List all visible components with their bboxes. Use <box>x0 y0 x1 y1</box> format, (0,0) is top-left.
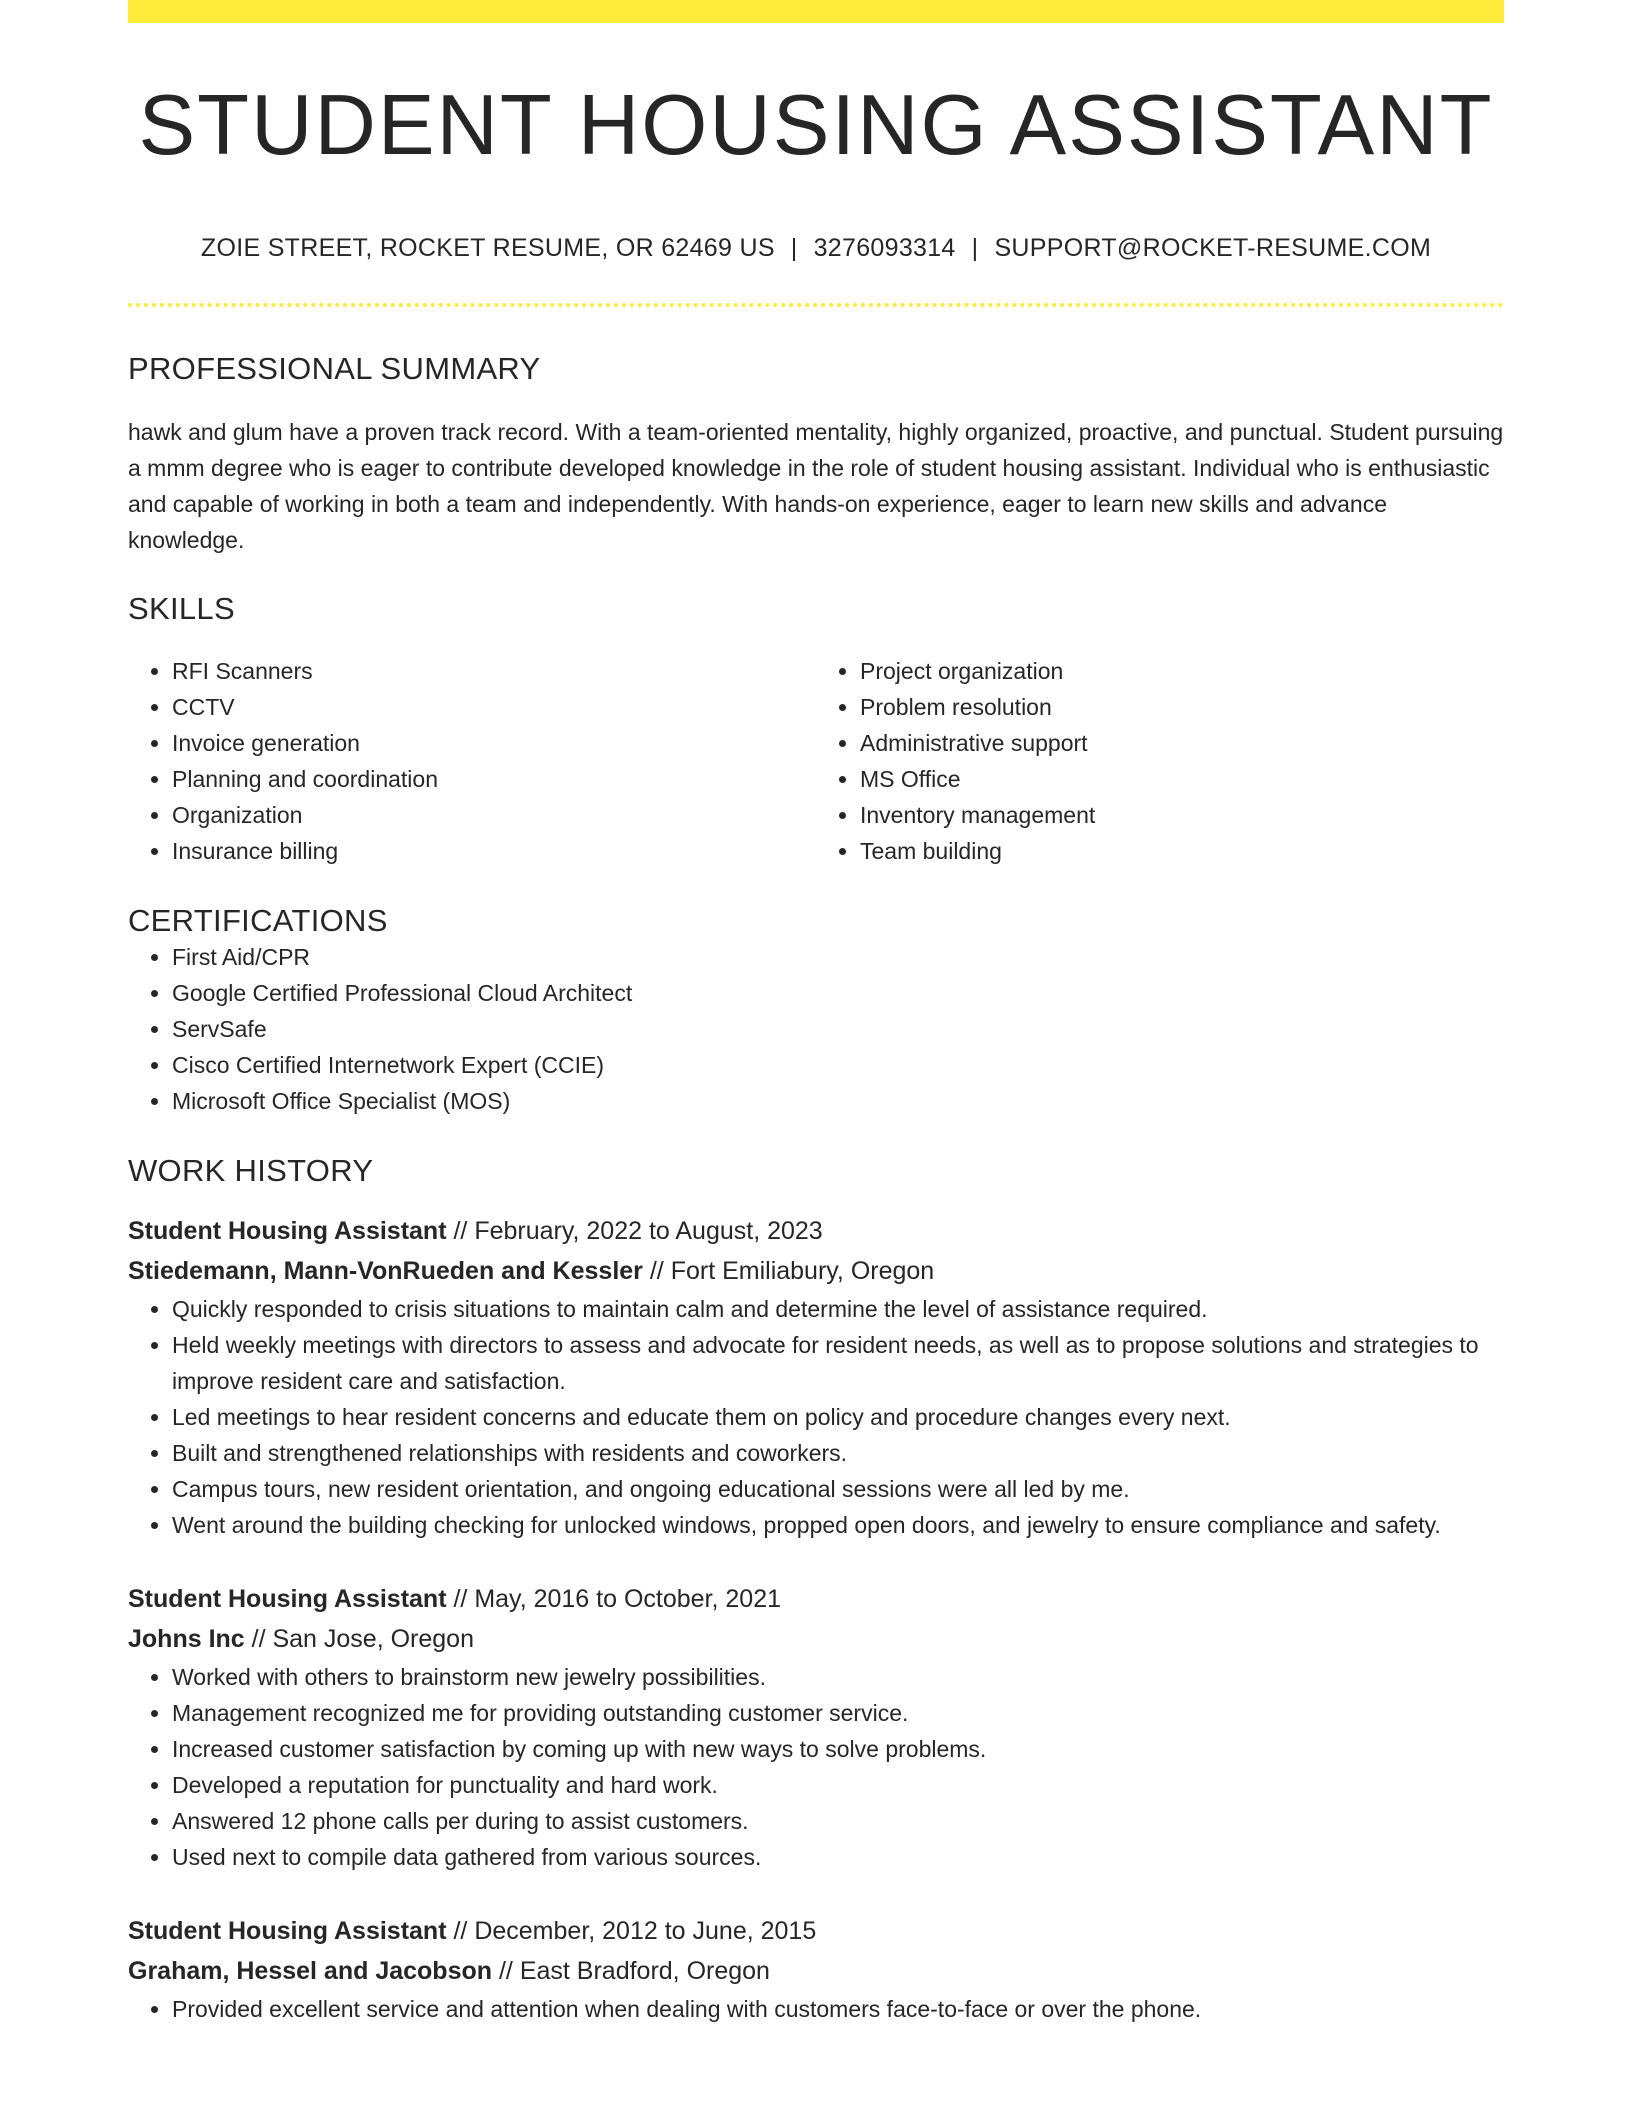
job-company: Johns Inc <box>128 1625 245 1654</box>
job-dates: // December, 2012 to June, 2015 <box>453 1917 817 1946</box>
job-company-line <box>128 1251 1504 1291</box>
resume-page <box>128 0 1504 2027</box>
skill-item: • Project organization <box>860 653 1504 689</box>
job-role-line <box>128 1579 1504 1619</box>
job-company: Stiedemann, Mann-VonRueden and Kessler <box>128 1257 643 1286</box>
job-dates: // May, 2016 to October, 2021 <box>453 1585 781 1614</box>
certifications-heading: CERTIFICATIONS <box>128 903 388 939</box>
job-bullet: • Increased customer satisfaction by coming up with new ways to solve problems. <box>172 1731 1504 1767</box>
contact-line <box>128 234 1504 263</box>
job-bullet: • Led meetings to hear resident concerns and educate them on policy and procedure changes every next. <box>172 1399 1504 1435</box>
job-company-line <box>128 1619 1504 1659</box>
contact-email: SUPPORT@ROCKET-RESUME.COM <box>994 234 1432 263</box>
certification-item: • Cisco Certified Internetwork Expert (CCIE) <box>172 1047 1504 1083</box>
job-role: Student Housing Assistant <box>128 1585 447 1614</box>
job-bullet: • Developed a reputation for punctuality and hard work. <box>172 1767 1504 1803</box>
summary-text: hawk and glum have a proven track record. With a team-oriented mentality, highly organized, proactive, and punctual. Student pursuing a mmm degree who is eager to contribute developed knowledge in the role of student housing assistant. Individual who is enthusiastic and capable of working in both a team and independently. With hands-on experience, eager to learn new skills and advance knowledge. <box>128 419 1504 554</box>
job-bullet: • Used next to compile data gathered from various sources. <box>172 1839 1504 1875</box>
skill-item: • Team building <box>860 833 1504 869</box>
job-bullet: • Went around the building checking for unlocked windows, propped open doors, and jewelry to ensure compliance and safety. <box>172 1507 1504 1543</box>
skill-item: • Organization <box>172 797 816 833</box>
skill-item: • CCTV <box>172 689 816 725</box>
job-company: Graham, Hessel and Jacobson <box>128 1957 493 1986</box>
job-bullet: • Answered 12 phone calls per during to assist customers. <box>172 1803 1504 1839</box>
job-role-line <box>128 1211 1504 1251</box>
job-role-line <box>128 1911 1504 1951</box>
skills-list-right <box>816 653 1504 869</box>
job-bullet: • Campus tours, new resident orientation, and ongoing educational sessions were all led by me. <box>172 1471 1504 1507</box>
skills-list-left <box>128 653 816 869</box>
job-entry <box>128 1579 1504 1875</box>
skills-heading: SKILLS <box>128 591 235 627</box>
contact-separator: | <box>790 234 798 263</box>
job-location: // East Bradford, Oregon <box>498 1957 770 1986</box>
job-role: Student Housing Assistant <box>128 1917 447 1946</box>
job-bullet: • Provided excellent service and attention when dealing with customers face-to-face or over the phone. <box>172 1991 1504 2027</box>
skill-item: • Administrative support <box>860 725 1504 761</box>
summary-heading: PROFESSIONAL SUMMARY <box>128 351 541 387</box>
skill-item: • RFI Scanners <box>172 653 816 689</box>
job-location: // Fort Emiliabury, Oregon <box>649 1257 935 1286</box>
certification-item: • Microsoft Office Specialist (MOS) <box>172 1083 1504 1119</box>
certification-item: • ServSafe <box>172 1011 1504 1047</box>
job-bullets <box>128 1991 1504 2027</box>
job-company-line <box>128 1951 1504 1991</box>
accent-top-bar <box>128 0 1504 23</box>
job-bullets <box>128 1659 1504 1875</box>
resume-title: STUDENT HOUSING ASSISTANT <box>138 78 1494 173</box>
skill-item: • Problem resolution <box>860 689 1504 725</box>
job-bullet: • Built and strengthened relationships with residents and coworkers. <box>172 1435 1504 1471</box>
certification-item: • Google Certified Professional Cloud Architect <box>172 975 1504 1011</box>
dotted-divider <box>128 303 1504 307</box>
job-entry <box>128 1211 1504 1543</box>
job-bullet: • Held weekly meetings with directors to assess and advocate for resident needs, as well as to propose solutions and strategies to improve resident care and satisfaction. <box>172 1327 1504 1399</box>
job-bullet: • Quickly responded to crisis situations to maintain calm and determine the level of assistance required. <box>172 1291 1504 1327</box>
job-bullet: • Management recognized me for providing outstanding customer service. <box>172 1695 1504 1731</box>
job-entry <box>128 1911 1504 2027</box>
certifications-list <box>128 939 1504 1119</box>
contact-phone: 3276093314 <box>813 234 956 263</box>
job-bullet: • Worked with others to brainstorm new jewelry possibilities. <box>172 1659 1504 1695</box>
job-location: // San Jose, Oregon <box>251 1625 474 1654</box>
skill-item: • Insurance billing <box>172 833 816 869</box>
certification-item: • First Aid/CPR <box>172 939 1504 975</box>
skills-grid <box>128 653 1504 869</box>
skill-item: • MS Office <box>860 761 1504 797</box>
skill-item: • Invoice generation <box>172 725 816 761</box>
skill-item: • Planning and coordination <box>172 761 816 797</box>
contact-separator: | <box>971 234 979 263</box>
skill-item: • Inventory management <box>860 797 1504 833</box>
job-role: Student Housing Assistant <box>128 1217 447 1246</box>
job-bullets <box>128 1291 1504 1543</box>
job-dates: // February, 2022 to August, 2023 <box>453 1217 823 1246</box>
work-history-heading: WORK HISTORY <box>128 1153 374 1189</box>
contact-address: ZOIE STREET, ROCKET RESUME, OR 62469 US <box>200 234 775 263</box>
